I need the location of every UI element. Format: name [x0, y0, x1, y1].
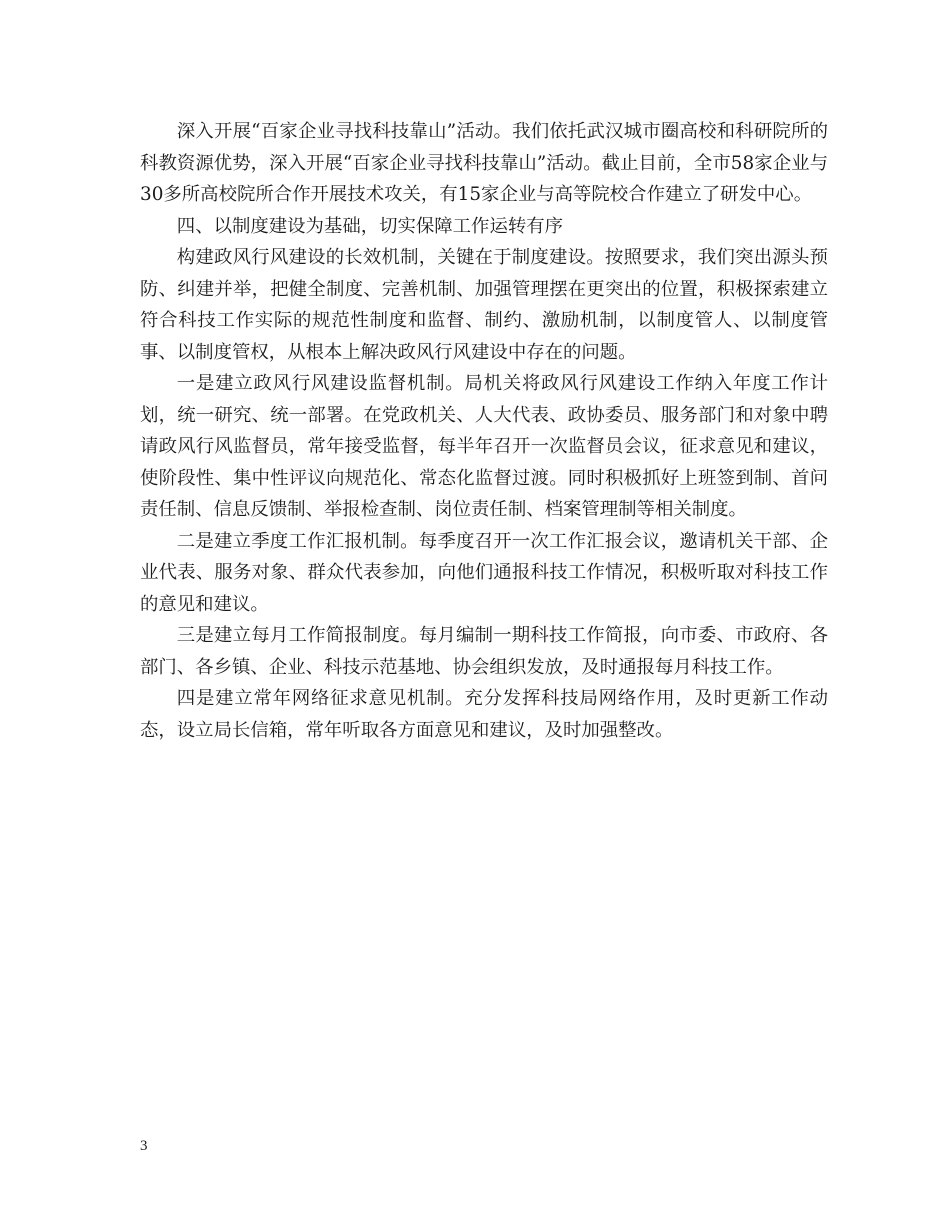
paragraph-monthly-bulletin: 三是建立每月工作简报制度。每月编制一期科技工作简报，向市委、市政府、各部门、各乡镇、企业、科技示范基地、协会组织发放，及时通报每月科技工作。 — [140, 625, 828, 678]
section-heading-four: 四、以制度建设为基础，切实保障工作运转有序 — [176, 215, 564, 237]
paragraph-long-term-mechanism: 构建政风行风建设的长效机制，关键在于制度建设。按照要求，我们突出源头预防、纠建并举，把健全制度、完善机制、加强管理摆在更突出的位置，积极探索建立符合科技工作实际的规范性制度和监督、制约、激励机制，以制度管人、以制度管事、以制度管权，从根本上解决政风行风建设中存在的问题。 — [140, 247, 828, 363]
paragraph-supervision-mechanism: 一是建立政风行风建设监督机制。局机关将政风行风建设工作纳入年度工作计划，统一研究、统一部署。在党政机关、人大代表、政协委员、服务部门和对象中聘请政风行风监督员，常年接受监督，每半年召开一次监督员会议，征求意见和建议，使阶段性、集中性评议向规范化、常态化监督过渡。同时积极抓好上班签到制、首问责任制、信息反馈制、举报检查制、岗位责任制、档案管理制等相关制度。 — [140, 373, 828, 520]
document-body — [140, 116, 828, 746]
paragraph-quarterly-report: 二是建立季度工作汇报机制。每季度召开一次工作汇报会议，邀请机关干部、企业代表、服务对象、群众代表参加，向他们通报科技工作情况，积极听取对科技工作的意见和建议。 — [140, 530, 828, 615]
paragraph-online-feedback: 四是建立常年网络征求意见机制。充分发挥科技局网络作用，及时更新工作动态，设立局长信箱，常年听取各方面意见和建议，及时加强整改。 — [140, 688, 828, 741]
page-number: 3 — [140, 1138, 148, 1154]
paragraph-university-cooperation: 深入开展“百家企业寻找科技靠山”活动。我们依托武汉城市圈高校和科研院所的科教资源优势，深入开展“百家企业寻找科技靠山”活动。截止目前，全市58家企业与30多所高校院所合作开展技术攻关，有15家企业与高等院校合作建立了研发中心。 — [140, 121, 828, 205]
